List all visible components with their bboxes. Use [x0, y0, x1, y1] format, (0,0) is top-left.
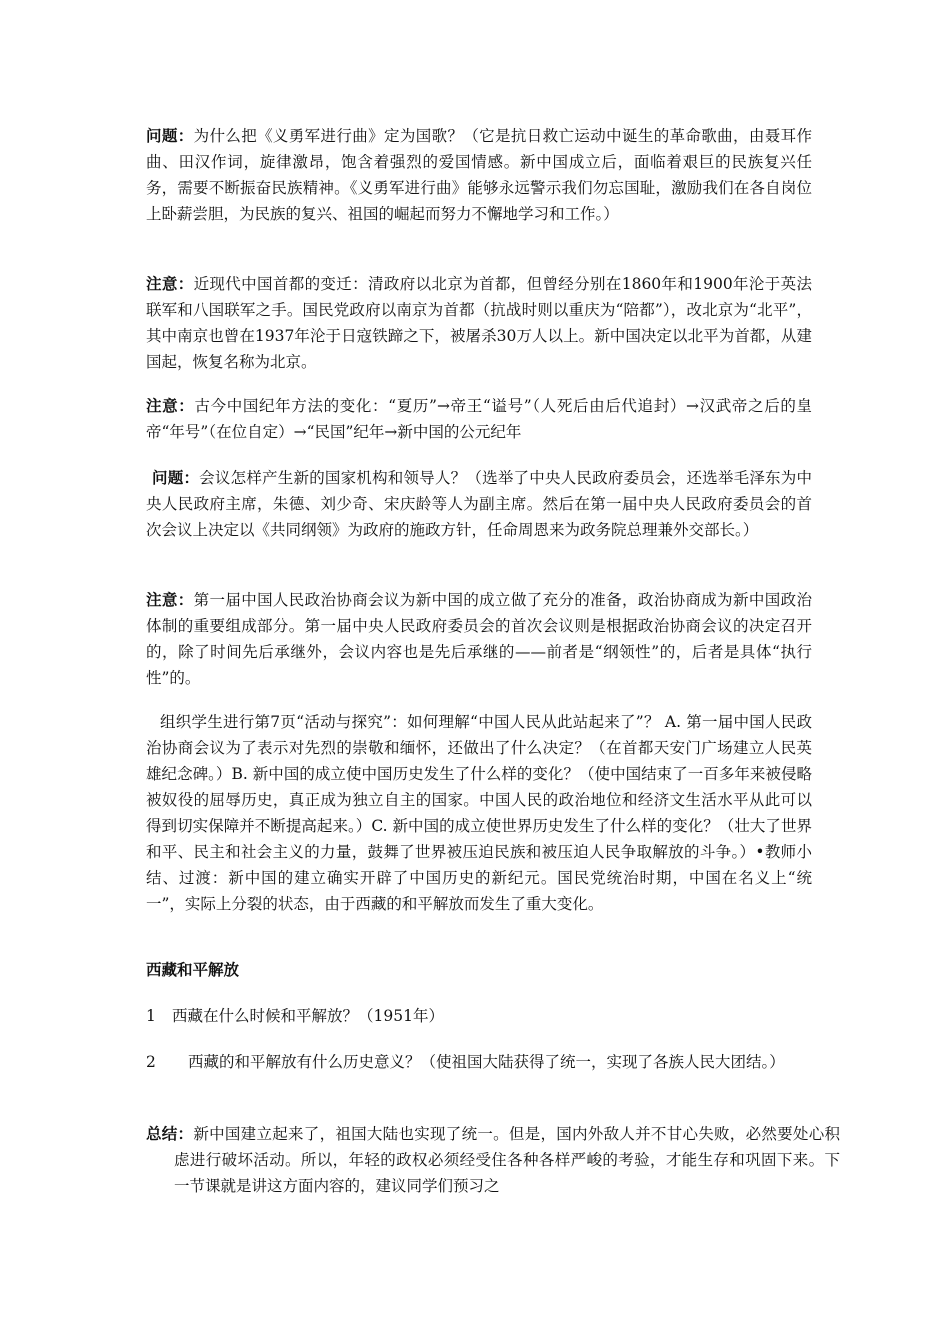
question-number: 1: [146, 1007, 156, 1025]
note-paragraph-calendar: [146, 393, 812, 445]
question-paragraph-anthem: [146, 123, 812, 227]
paragraph-label: 注意：: [146, 396, 195, 415]
paragraph-label: 问题：: [152, 468, 200, 487]
question-paragraph-leaders: [146, 465, 812, 543]
paragraph-text: 组织学生进行第7页“活动与探究”：如何理解“中国人民从此站起来了”？ A. 第一届中国人民政治协商会议为了表示对先烈的崇敬和缅怀，还做出了什么决定？（在首都天安门广场建立人民英雄纪念碑。）B. 新中国的成立使中国历史发生了什么样的变化？（使中国结束了一百多年来被侵略被奴役的屈辱历史，真正成为独立自主的国家。中国人民的政治地位和经济文生活水平从此可以得到切实保障并不断提高起来。）C. 新中国的成立使世界历史发生了什么样的变化？（壮大了世界和平、民主和社会主义的力量，鼓舞了世界被压迫民族和被压迫人民争取解放的斗争。）•教师小结、过渡：新中国的建立确实开辟了中国历史的新纪元。国民党统治时期，中国在名义上“统一”，实际上分裂的状态，由于西藏的和平解放而发生了重大变化。: [146, 713, 812, 913]
summary-text: 新中国建立起来了，祖国大陆也实现了统一。但是，国内外敌人并不甘心失败，必然要处心积虑进行破坏活动。所以，年轻的政权必须经受住各种各样严峻的考验，才能生存和巩固下来。下一节课就是讲这方面内容的，建议同学们预习之: [174, 1125, 840, 1195]
paragraph-text: 第一届中国人民政治协商会议为新中国的成立做了充分的准备，政治协商成为新中国政治体制的重要组成部分。第一届中央人民政府委员会的首次会议则是根据政治协商会议的决定召开的，除了时间先后承继外，会议内容也是先后承继的——前者是“纲领性”的，后者是具体“执行性”的。: [146, 591, 812, 687]
question-item-1: [146, 1003, 812, 1029]
question-item-2: [146, 1049, 812, 1075]
question-text: 西藏的和平解放有什么历史意义？（使祖国大陆获得了统一，实现了各族人民大团结。）: [188, 1053, 785, 1071]
note-paragraph-cppcc: [146, 587, 812, 691]
question-number: 2: [146, 1053, 156, 1071]
summary-paragraph: [146, 1121, 840, 1199]
section-heading: 西藏和平解放: [146, 960, 240, 979]
paragraph-label: 注意：: [146, 590, 194, 609]
paragraph-text: 古今中国纪年方法的变化：“夏历”→帝王“谥号”（人死后由后代追封）→汉武帝之后的皇帝“年号”（在位自定）→“民国”纪年→新中国的公元纪年: [146, 397, 812, 441]
summary-label: 总结：: [146, 1124, 194, 1143]
paragraph-label: 注意：: [146, 274, 194, 293]
activity-paragraph: [146, 709, 812, 917]
paragraph-text: 会议怎样产生新的国家机构和领导人？（选举了中央人民政府委员会，还选举毛泽东为中央人民政府主席，朱德、刘少奇、宋庆龄等人为副主席。然后在第一届中央人民政府委员会的首次会议上决定以《共同纲领》为政府的施政方针，任命周恩来为政务院总理兼外交部长。）: [146, 469, 812, 539]
note-paragraph-capital: [146, 271, 812, 375]
paragraph-text: 近现代中国首都的变迁：清政府以北京为首都，但曾经分别在1860年和1900年沦于英法联军和八国联军之手。国民党政府以南京为首都（抗战时则以重庆为“陪都”），改北京为“北平”，其中南京也曾在1937年沦于日寇铁蹄之下，被屠杀30万人以上。新中国决定以北平为首都，从建国起，恢复名称为北京。: [146, 275, 812, 371]
paragraph-text: 为什么把《义勇军进行曲》定为国歌？（它是抗日救亡运动中诞生的革命歌曲，由聂耳作曲、田汉作词，旋律激昂，饱含着强烈的爱国情感。新中国成立后，面临着艰巨的民族复兴任务，需要不断振奋民族精神。《义勇军进行曲》能够永远警示我们勿忘国耻，激励我们在各自岗位上卧薪尝胆，为民族的复兴、祖国的崛起而努力不懈地学习和工作。）: [146, 127, 812, 223]
paragraph-label: 问题：: [146, 126, 194, 145]
question-text: 西藏在什么时候和平解放？（1951年）: [172, 1007, 444, 1025]
